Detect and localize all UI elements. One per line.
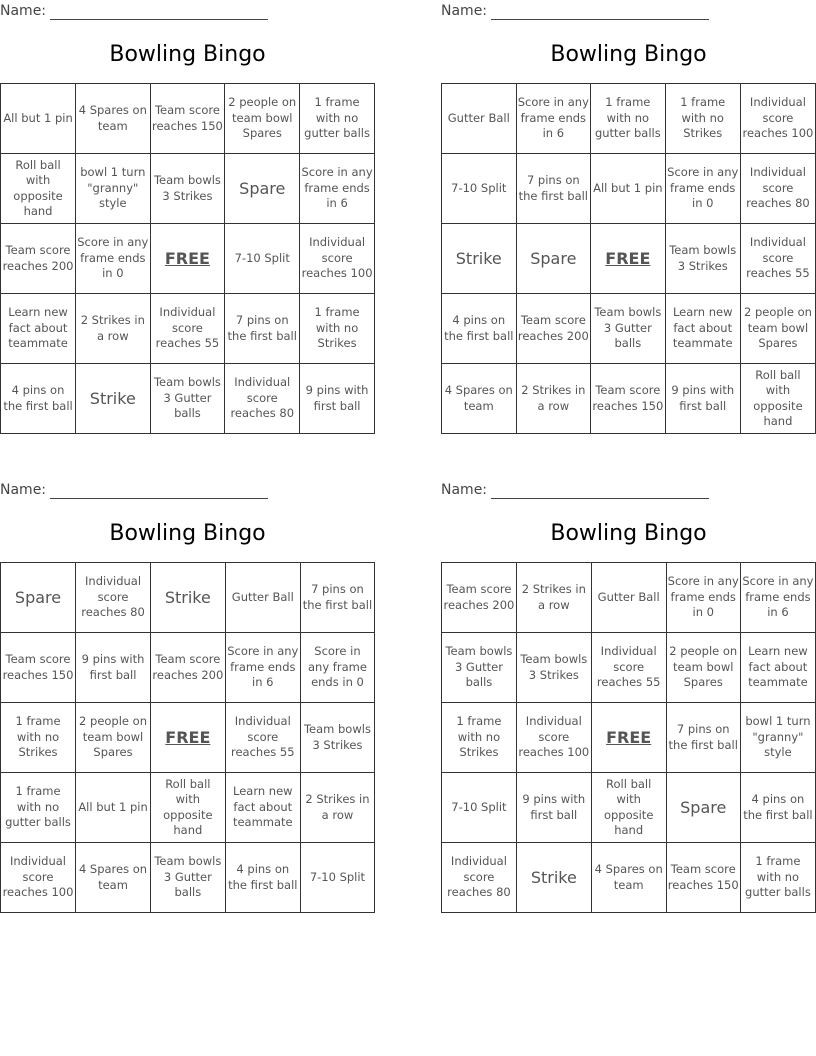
bingo-cell: 2 Strikes in a row (516, 364, 591, 434)
name-label: Name: (0, 482, 47, 498)
free-cell: FREE (591, 703, 666, 773)
bingo-grid (0, 562, 375, 913)
bingo-cell: Gutter Ball (442, 84, 517, 154)
grid-row (442, 294, 816, 364)
bingo-cell: Score in any frame ends in 0 (666, 563, 740, 633)
bingo-cell: Strike (76, 364, 150, 434)
bingo-cell: Team bowls 3 Strikes (516, 633, 591, 703)
bingo-cell: 7-10 Split (442, 773, 517, 843)
grid-row (442, 633, 816, 703)
bingo-cell: 1 frame with no gutter balls (1, 773, 76, 843)
bingo-cell: Individual score reaches 80 (225, 364, 300, 434)
bingo-cell: Roll ball with opposite hand (740, 364, 815, 434)
bingo-cell: Individual score reaches 80 (740, 154, 815, 224)
bingo-cell: Team bowls 3 Strikes (150, 154, 225, 224)
bingo-cell: 4 pins on the first ball (442, 294, 517, 364)
bingo-cell: 7 pins on the first ball (666, 703, 740, 773)
bingo-cell: Score in any frame ends in 6 (300, 154, 375, 224)
bingo-cell: Learn new fact about teammate (740, 633, 815, 703)
bingo-cell: Team score reaches 200 (151, 633, 226, 703)
grid-row (1, 84, 375, 154)
bingo-cell: All but 1 pin (1, 84, 76, 154)
bingo-cell: 7 pins on the first ball (225, 294, 300, 364)
bingo-cell: Team bowls 3 Gutter balls (591, 294, 666, 364)
free-cell: FREE (150, 224, 225, 294)
bingo-cell: 4 pins on the first ball (225, 843, 300, 913)
card-title: Bowling Bingo (550, 521, 707, 546)
bingo-cell: bowl 1 turn "granny" style (740, 703, 815, 773)
bingo-cell: 4 pins on the first ball (740, 773, 815, 843)
grid-row (1, 703, 375, 773)
bingo-cell: Team bowls 3 Gutter balls (150, 364, 225, 434)
bingo-cell: Spare (516, 224, 591, 294)
bingo-cell: Individual score reaches 100 (1, 843, 76, 913)
grid-row (442, 364, 816, 434)
bingo-cell: Spare (1, 563, 76, 633)
bingo-cell: Score in any frame ends in 6 (516, 84, 591, 154)
bingo-cell: Gutter Ball (225, 563, 300, 633)
bingo-cell: bowl 1 turn "granny" style (76, 154, 150, 224)
card-title: Bowling Bingo (109, 521, 266, 546)
name-field (0, 481, 270, 499)
grid-row (1, 154, 375, 224)
name-blank-line (491, 5, 709, 20)
bingo-grid (441, 562, 816, 913)
bingo-cell: Learn new fact about teammate (225, 773, 300, 843)
name-label: Name: (441, 482, 488, 498)
grid-row (1, 773, 375, 843)
bingo-cell: Individual score reaches 80 (76, 563, 151, 633)
bingo-cell: 1 frame with no Strikes (300, 294, 375, 364)
bingo-cell: 9 pins with first ball (76, 633, 151, 703)
bingo-cell: Score in any frame ends in 0 (665, 154, 740, 224)
grid-row (442, 84, 816, 154)
grid-row (442, 224, 816, 294)
bingo-cell: 7-10 Split (442, 154, 517, 224)
bingo-cell: Individual score reaches 55 (150, 294, 225, 364)
grid-row (442, 773, 816, 843)
bingo-cell: Spare (225, 154, 300, 224)
bingo-card-1 (0, 0, 375, 435)
bingo-cell: Team bowls 3 Gutter balls (151, 843, 226, 913)
bingo-cell: Learn new fact about teammate (665, 294, 740, 364)
bingo-cell: Individual score reaches 100 (740, 84, 815, 154)
bingo-cell: 2 people on team bowl Spares (76, 703, 151, 773)
grid-row (442, 703, 816, 773)
bingo-cell: 1 frame with no gutter balls (300, 84, 375, 154)
bingo-cell: 1 frame with no gutter balls (591, 84, 666, 154)
bingo-card-3 (0, 479, 375, 914)
bingo-cell: Strike (151, 563, 226, 633)
bingo-cell: Learn new fact about teammate (1, 294, 76, 364)
bingo-cell: Individual score reaches 55 (591, 633, 666, 703)
name-blank-line (50, 484, 268, 499)
bingo-cell: 2 people on team bowl Spares (740, 294, 815, 364)
bingo-cell: All but 1 pin (76, 773, 151, 843)
bingo-cell: All but 1 pin (591, 154, 666, 224)
bingo-cell: 4 pins on the first ball (1, 364, 76, 434)
grid-row (1, 843, 375, 913)
bingo-cell: Team score reaches 150 (150, 84, 225, 154)
bingo-cell: Team bowls 3 Strikes (665, 224, 740, 294)
name-label: Name: (441, 3, 488, 19)
bingo-cell: Roll ball with opposite hand (151, 773, 226, 843)
bingo-cell: 7-10 Split (225, 224, 300, 294)
name-label: Name: (0, 3, 47, 19)
bingo-cell: Team score reaches 200 (516, 294, 591, 364)
bingo-cell: 1 frame with no Strikes (442, 703, 517, 773)
bingo-cell: 4 Spares on team (76, 843, 151, 913)
bingo-cell: Individual score reaches 100 (516, 703, 591, 773)
bingo-cell: Score in any frame ends in 0 (300, 633, 374, 703)
bingo-cell: Roll ball with opposite hand (591, 773, 666, 843)
bingo-cell: Team score reaches 200 (1, 224, 76, 294)
bingo-cell: 2 people on team bowl Spares (225, 84, 300, 154)
bingo-cell: Score in any frame ends in 0 (76, 224, 150, 294)
bingo-cell: 4 Spares on team (591, 843, 666, 913)
bingo-cell: Team score reaches 150 (666, 843, 740, 913)
grid-row (442, 563, 816, 633)
bingo-cell: 9 pins with first ball (516, 773, 591, 843)
bingo-cell: Team score reaches 200 (442, 563, 517, 633)
name-blank-line (50, 5, 268, 20)
bingo-cell: 2 Strikes in a row (76, 294, 150, 364)
card-title: Bowling Bingo (550, 42, 707, 67)
grid-row (1, 224, 375, 294)
bingo-card-4 (441, 479, 816, 914)
free-cell: FREE (151, 703, 226, 773)
name-field (0, 2, 270, 20)
bingo-cell: Strike (516, 843, 591, 913)
grid-row (1, 563, 375, 633)
bingo-cell: Individual score reaches 100 (300, 224, 375, 294)
bingo-cell: 4 Spares on team (76, 84, 150, 154)
bingo-cell: 1 frame with no gutter balls (740, 843, 815, 913)
grid-row (1, 294, 375, 364)
bingo-cell: Strike (442, 224, 517, 294)
bingo-cell: Team bowls 3 Gutter balls (442, 633, 517, 703)
bingo-cell: Individual score reaches 80 (442, 843, 517, 913)
bingo-grid (441, 83, 816, 434)
bingo-card-2 (441, 0, 816, 435)
bingo-cell: 1 frame with no Strikes (1, 703, 76, 773)
bingo-cell: 7 pins on the first ball (516, 154, 591, 224)
bingo-cell: Score in any frame ends in 6 (740, 563, 815, 633)
bingo-cell: 9 pins with first ball (300, 364, 375, 434)
bingo-cell: Team bowls 3 Strikes (300, 703, 374, 773)
bingo-cell: 1 frame with no Strikes (665, 84, 740, 154)
bingo-cell: Individual score reaches 55 (225, 703, 300, 773)
bingo-cell: Gutter Ball (591, 563, 666, 633)
bingo-cell: Team score reaches 150 (1, 633, 76, 703)
free-cell: FREE (591, 224, 666, 294)
bingo-cell: 2 people on team bowl Spares (666, 633, 740, 703)
bingo-cell: 9 pins with first ball (665, 364, 740, 434)
bingo-cell: Team score reaches 150 (591, 364, 666, 434)
grid-row (1, 633, 375, 703)
name-field (441, 2, 711, 20)
bingo-cell: Spare (666, 773, 740, 843)
name-blank-line (491, 484, 709, 499)
name-field (441, 481, 711, 499)
grid-row (442, 154, 816, 224)
bingo-cell: 7 pins on the first ball (300, 563, 374, 633)
bingo-grid (0, 83, 375, 434)
bingo-cell: 7-10 Split (300, 843, 374, 913)
bingo-cell: 4 Spares on team (442, 364, 517, 434)
bingo-cell: 2 Strikes in a row (516, 563, 591, 633)
grid-row (1, 364, 375, 434)
card-title: Bowling Bingo (109, 42, 266, 67)
bingo-cell: 2 Strikes in a row (300, 773, 374, 843)
grid-row (442, 843, 816, 913)
bingo-cell: Score in any frame ends in 6 (225, 633, 300, 703)
bingo-cell: Roll ball with opposite hand (1, 154, 76, 224)
bingo-cell: Individual score reaches 55 (740, 224, 815, 294)
